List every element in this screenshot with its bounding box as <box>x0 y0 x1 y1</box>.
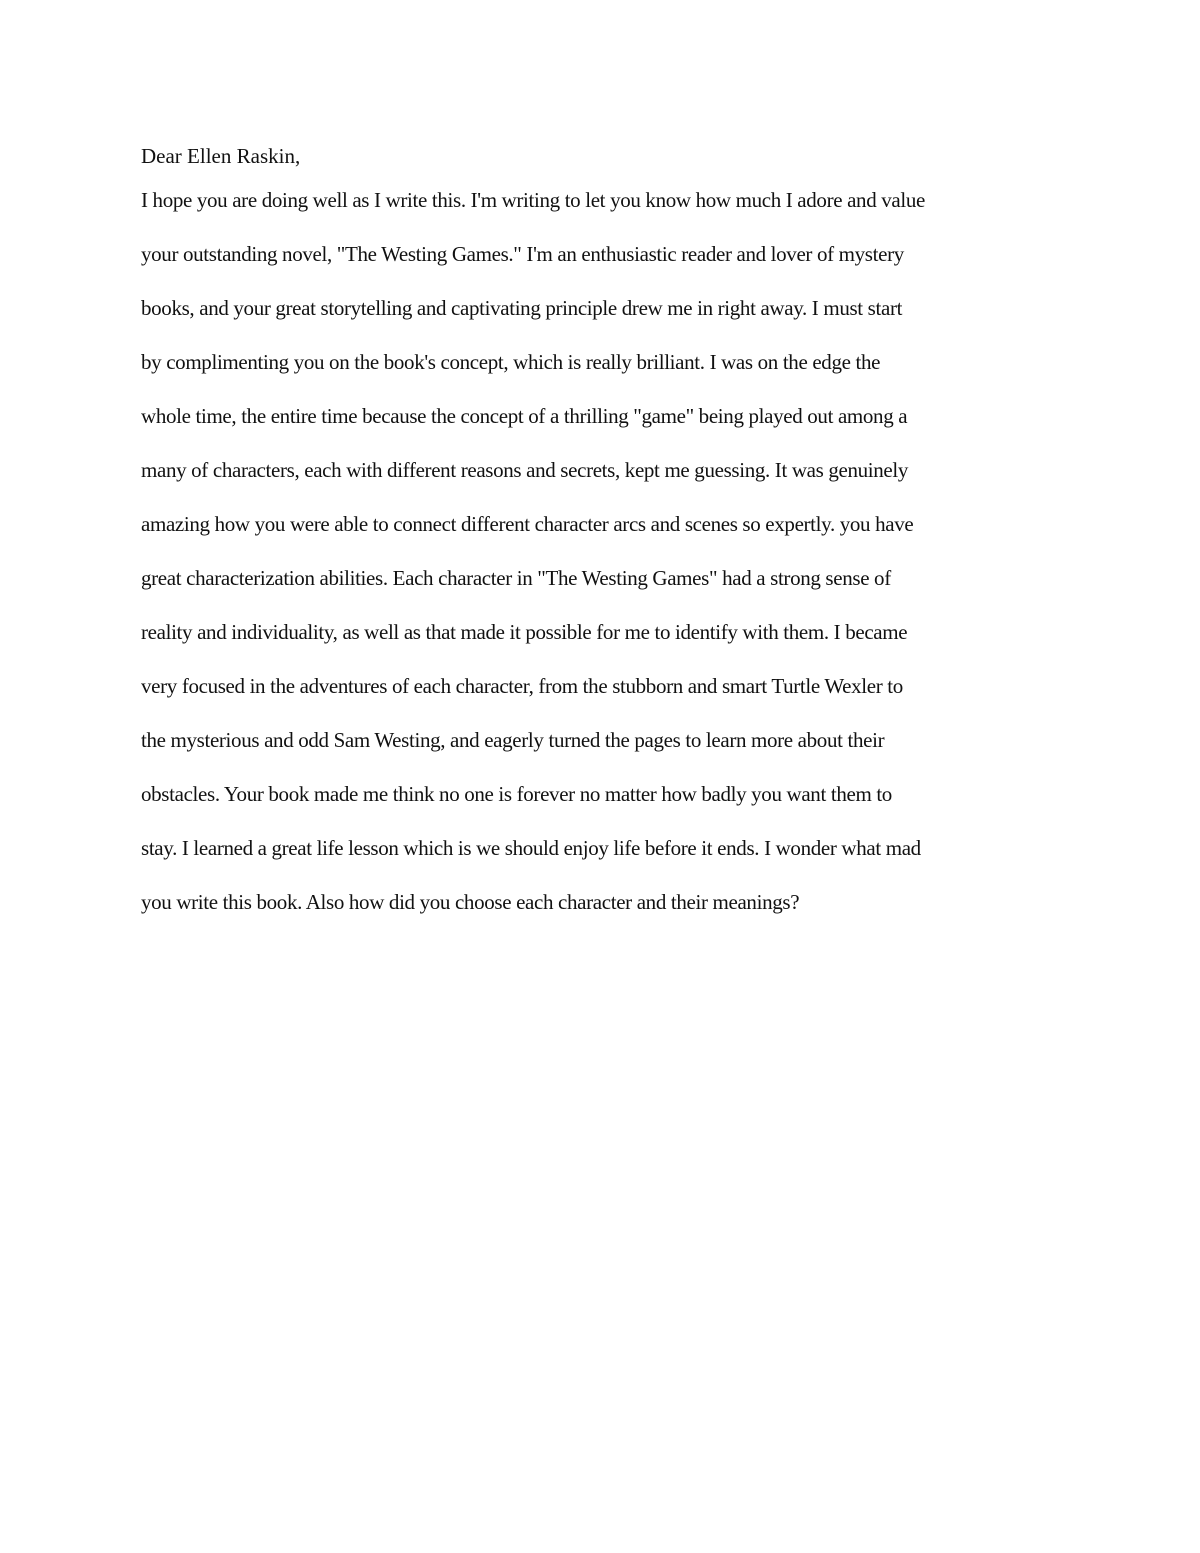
body-line: I hope you are doing well as I write this. I'm writing to let you know how much I adore and value <box>141 188 925 212</box>
body-line: many of characters, each with different reasons and secrets, kept me guessing. It was genuinely <box>141 458 908 482</box>
body-line: the mysterious and odd Sam Westing, and eagerly turned the pages to learn more about their <box>141 728 885 752</box>
body-line: stay. I learned a great life lesson which is we should enjoy life before it ends. I wonder what mad <box>141 836 921 860</box>
body-line: you write this book. Also how did you choose each character and their meanings? <box>141 890 800 914</box>
body-line: great characterization abilities. Each character in "The Westing Games" had a strong sense of <box>141 566 891 590</box>
letter-body <box>141 184 1081 940</box>
body-line: very focused in the adventures of each character, from the stubborn and smart Turtle Wexler to <box>141 674 903 698</box>
letter <box>141 140 1081 940</box>
body-line: obstacles. Your book made me think no one is forever no matter how badly you want them to <box>141 782 892 806</box>
body-line: books, and your great storytelling and captivating principle drew me in right away. I must start <box>141 296 903 320</box>
body-line: by complimenting you on the book's concept, which is really brilliant. I was on the edge the <box>141 350 881 374</box>
salutation: Dear Ellen Raskin, <box>141 144 301 168</box>
body-line: reality and individuality, as well as that made it possible for me to identify with them. I became <box>141 620 908 644</box>
body-line: amazing how you were able to connect different character arcs and scenes so expertly. you have <box>141 512 914 536</box>
body-line: whole time, the entire time because the concept of a thrilling "game" being played out among a <box>141 404 908 428</box>
body-line: your outstanding novel, "The Westing Games." I'm an enthusiastic reader and lover of mystery <box>141 242 904 266</box>
